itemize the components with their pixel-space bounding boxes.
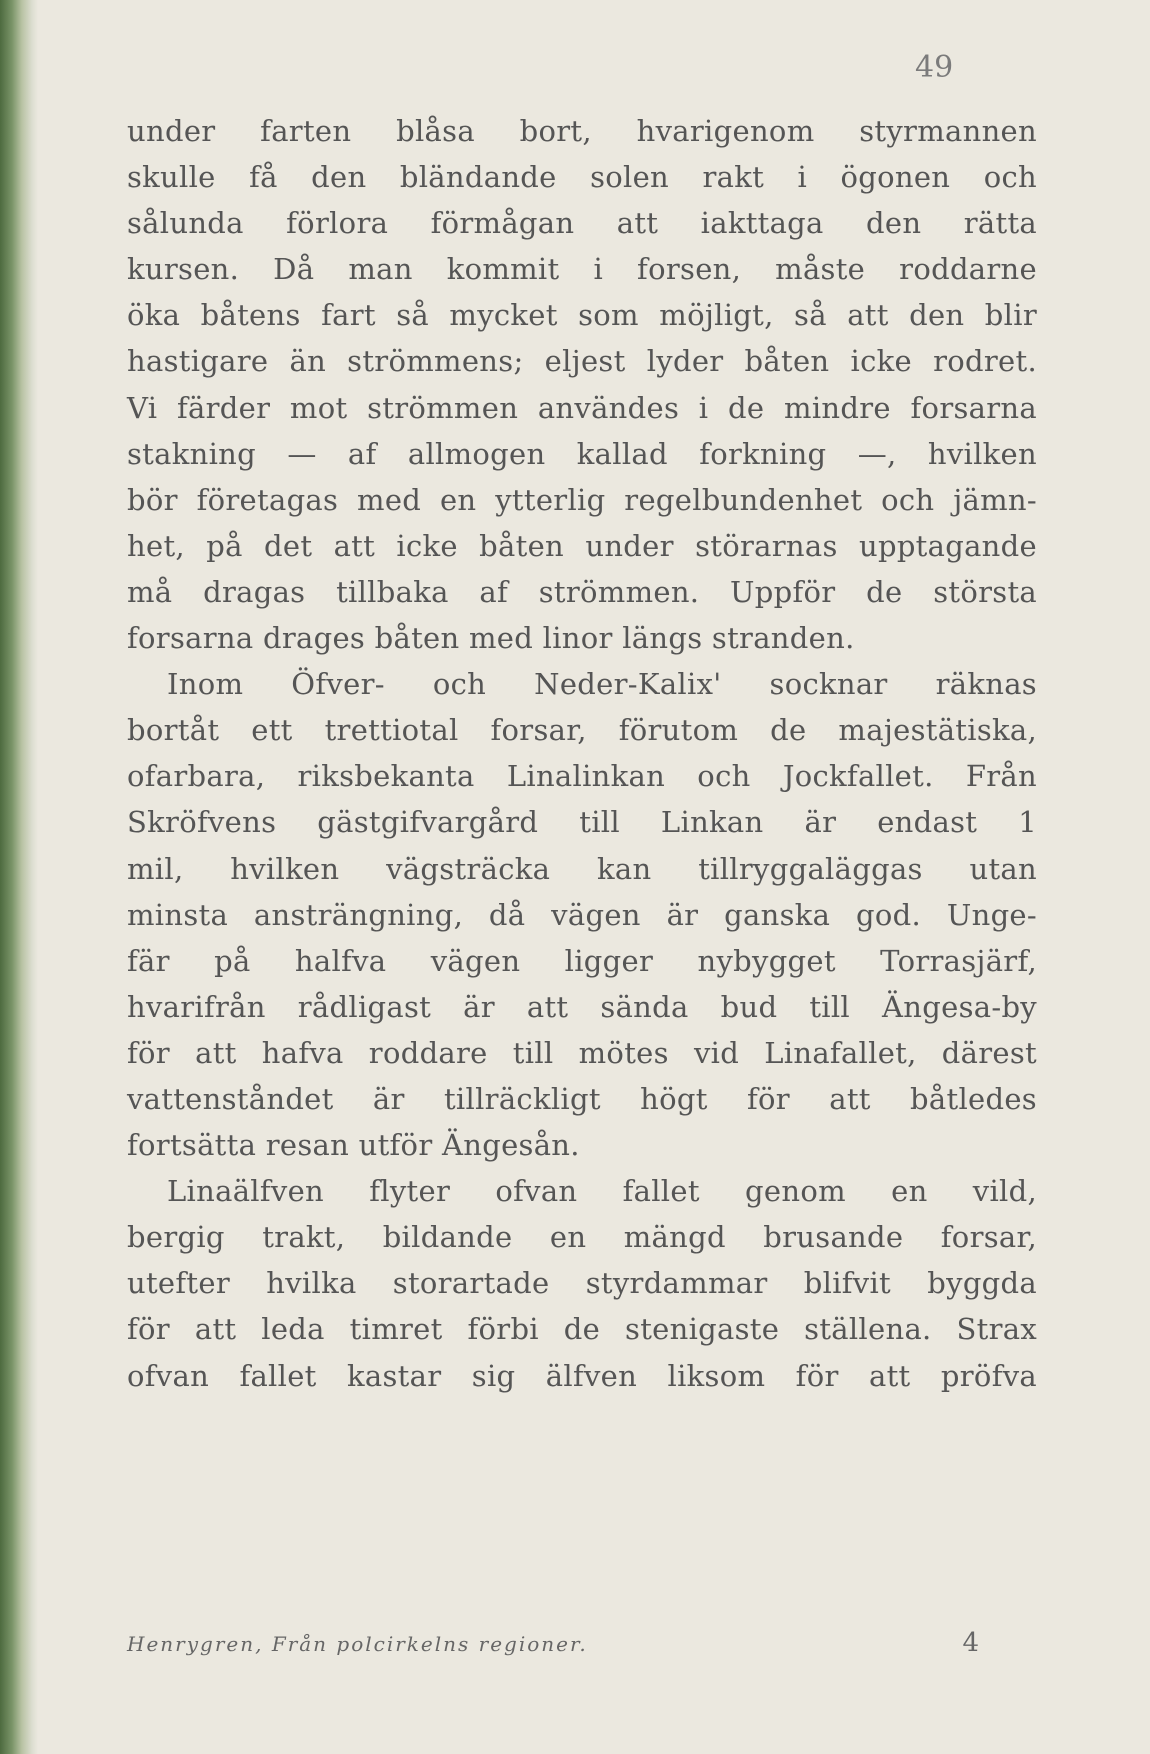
- signature-mark: 4: [962, 1628, 979, 1658]
- text-line: stakning — af allmogen kallad forkning —, hvilken: [127, 436, 1037, 471]
- text-line: bortåt ett trettiotal forsar, förutom de majestätiska,: [127, 713, 1037, 748]
- text-line: hvarifrån rådligast är att sända bud till Ängesa-by: [127, 989, 1037, 1024]
- text-line: forsarna drages båten med linor längs stranden.: [127, 621, 855, 656]
- footer-author-title: Henrygren, Från polcirkelns regioner.: [127, 1632, 588, 1656]
- text-line: under farten blåsa bort, hvarigenom styrmannen: [127, 114, 1037, 148]
- text-line: hastigare än strömmens; eljest lyder båten icke rodret.: [127, 344, 1037, 379]
- text-line: bör företagas med en ytterlig regelbundenhet och jämn-: [127, 482, 1037, 517]
- text-line: för att hafva roddare till mötes vid Linafallet, därest: [127, 1035, 1037, 1070]
- text-line: utefter hvilka storartade styrdammar blifvit byggda: [127, 1266, 1037, 1301]
- text-line: fortsätta resan utför Ängesån.: [127, 1128, 580, 1163]
- body-text: [127, 108, 1037, 1399]
- page-number: 49: [915, 50, 954, 85]
- page-footer: [127, 1628, 979, 1662]
- page-binding-edge: [0, 0, 38, 1754]
- text-line: för att leda timret förbi de stenigaste ställena. Strax: [127, 1312, 1037, 1347]
- text-line: må dragas tillbaka af strömmen. Uppför de största: [127, 574, 1037, 609]
- text-line: kursen. Då man kommit i forsen, måste roddarne: [127, 252, 1037, 287]
- text-line: minsta ansträngning, då vägen är ganska god. Unge-: [127, 897, 1037, 932]
- text-line: vattenståndet är tillräckligt högt för att båtledes: [127, 1081, 1037, 1116]
- text-line: Inom Öfver- och Neder-Kalix' socknar räknas: [167, 667, 1037, 702]
- text-line: skulle få den bländande solen rakt i ögonen och: [127, 160, 1037, 195]
- text-line: sålunda förlora förmågan att iakttaga den rätta: [127, 206, 1037, 241]
- text-line: ofarbara, riksbekanta Linalinkan och Jockfallet. Från: [127, 759, 1037, 794]
- text-line: ofvan fallet kastar sig älfven liksom för att pröfva: [127, 1358, 1037, 1393]
- text-line: het, på det att icke båten under störarnas upptagande: [127, 528, 1037, 563]
- text-line: fär på halfva vägen ligger nybygget Torrasjärf,: [127, 943, 1037, 978]
- text-line: Vi färder mot strömmen användes i de mindre forsarna: [127, 390, 1037, 425]
- text-line: bergig trakt, bildande en mängd brusande forsar,: [127, 1220, 1037, 1255]
- text-line: Linaälfven flyter ofvan fallet genom en vild,: [167, 1174, 1037, 1209]
- text-line: mil, hvilken vägsträcka kan tillryggaläggas utan: [127, 851, 1037, 886]
- text-line: Skröfvens gästgifvargård till Linkan är endast 1: [127, 805, 1037, 840]
- text-line: öka båtens fart så mycket som möjligt, så att den blir: [127, 298, 1037, 333]
